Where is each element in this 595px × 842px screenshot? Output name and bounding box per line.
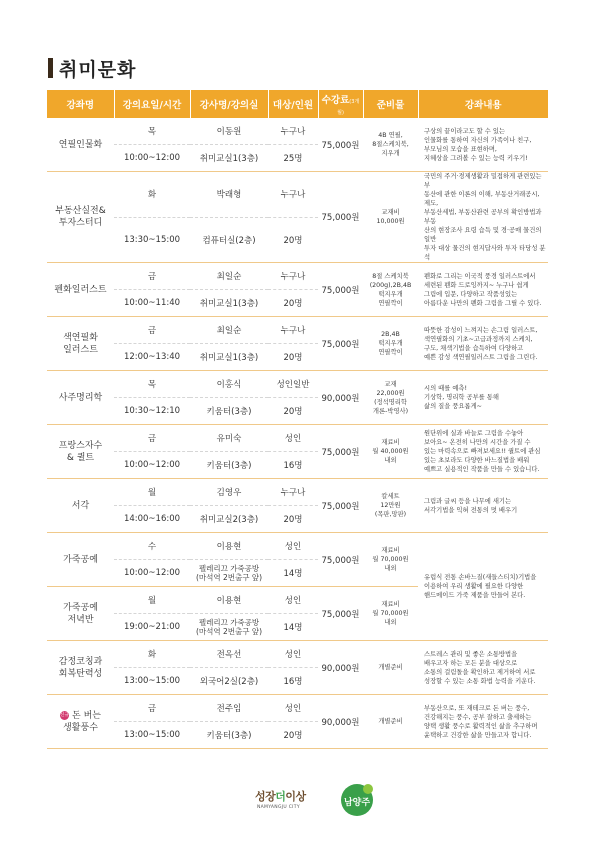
header-schedule: 강의요일/시간 — [114, 90, 190, 118]
course-room: 키움터(3층) — [190, 398, 268, 425]
course-capacity: 14명 — [268, 560, 318, 587]
course-fee: 75,000원 — [318, 425, 363, 479]
course-day: 금 — [114, 425, 190, 452]
course-name — [47, 317, 114, 371]
section-title-text: 취미문화 — [59, 58, 137, 81]
course-name-line: 생활풍수 — [63, 722, 98, 733]
course-room: 컴퓨터실(2층) — [190, 217, 268, 263]
supplies-line: 내외 — [384, 619, 397, 626]
course-name-line — [47, 710, 114, 722]
content-line: 동산에 관한 이론의 이해, 부동산거래공시, 제도, — [424, 191, 540, 207]
room-line: (마석역 2번출구 앞) — [195, 573, 263, 582]
course-fee: 75,000원 — [318, 587, 363, 641]
content-line: 기상학, 명리학 공부를 통해 — [424, 394, 499, 401]
content-line: 아름다운 나만의 펜화 그림을 그릴 수 있다. — [424, 299, 542, 307]
content-line: 원단위에 실과 바늘로 그림을 수놓아 — [424, 430, 524, 437]
content-line: 산의 현장조사 요령 습득 및 경·공매 물건의 일반 — [424, 227, 542, 243]
content-line: 삶의 질을 풍요롭게~ — [424, 403, 482, 410]
course-fee: 90,000원 — [318, 641, 363, 695]
room-line: 펠레리끄 가죽공방 — [198, 618, 260, 627]
supplies-line: (정석명리학 — [374, 398, 407, 406]
course-day: 목 — [114, 371, 190, 398]
course-target: 누구나 — [268, 172, 318, 218]
course-name-line: & 퀼트 — [66, 452, 95, 463]
content-line: 스트레스 관리 및 좋은 소통방법을 — [424, 650, 518, 658]
content-line: 있는 마력속으로 빠져보세요!! 퀼트에 관심 — [424, 448, 541, 455]
course-supplies — [363, 317, 418, 371]
course-day: 금 — [114, 263, 190, 290]
course-name-line: 가죽공예 — [63, 554, 98, 565]
course-target: 성인일반 — [268, 371, 318, 398]
course-content — [418, 371, 548, 425]
course-teacher: 이용현 — [190, 533, 268, 560]
course-name-line: 사주명리학 — [58, 392, 103, 403]
table-row — [47, 479, 548, 506]
course-name — [47, 172, 114, 263]
course-teacher: 유미숙 — [190, 425, 268, 452]
supplies-line: 교재비 — [381, 209, 400, 216]
namyangju-logo-icon — [339, 782, 375, 818]
course-capacity: 20명 — [268, 506, 318, 533]
course-supplies — [363, 695, 418, 749]
course-name-line: 가죽공예 — [63, 602, 98, 613]
course-supplies — [363, 641, 418, 695]
course-supplies — [363, 118, 418, 172]
content-line: 있는 초보라도 다양한 바느질법을 배워 — [424, 457, 530, 464]
supplies-line: 2B,4B — [381, 331, 400, 338]
course-teacher: 최일순 — [190, 317, 268, 344]
supplies-line: (목판,망판) — [374, 511, 407, 518]
course-name-line: 서각 — [71, 500, 90, 511]
supplies-line: 월 70,000원 — [372, 556, 409, 563]
supplies-line: 떡지우개 — [378, 340, 403, 347]
course-supplies — [363, 479, 418, 533]
course-fee: 75,000원 — [318, 533, 363, 587]
content-line: 구상의 끝이라고도 할 수 있는 — [424, 127, 505, 135]
course-capacity: 20명 — [268, 290, 318, 317]
course-name — [47, 118, 114, 172]
course-name-line: 감정코칭과 — [58, 656, 103, 667]
logo-subtitle: NAMYANGJU CITY — [257, 805, 300, 810]
course-name-line: 일러스트 — [63, 344, 98, 355]
course-target: 성인 — [268, 587, 318, 614]
course-capacity: 14명 — [268, 614, 318, 641]
supplies-line: 월 40,000원 — [372, 448, 409, 455]
header-instructor-room: 강사명/강의실 — [190, 90, 268, 118]
course-capacity: 20명 — [268, 722, 318, 749]
course-target: 누구나 — [280, 127, 306, 137]
course-name — [47, 479, 114, 533]
content-line: 펜화로 그리는 이국적 풍경 일러스트에서 — [424, 272, 536, 280]
content-line: 그림과 글씨 등을 나무에 새기는 — [424, 497, 512, 505]
supplies-line: 8절스케치북, — [372, 141, 409, 148]
course-fee: 75,000원 — [318, 118, 363, 172]
course-target: 성인 — [268, 533, 318, 560]
course-day: 목 — [147, 127, 157, 137]
course-capacity: 16명 — [268, 452, 318, 479]
content-line: 인물화를 통하여 자신의 가족이나 친구, — [424, 136, 532, 144]
content-line: 유럽식 전통 손바느질(새들스티치)기법을 — [424, 574, 537, 581]
content-line: 서각기법을 익혀 전통의 멋 배우기 — [424, 506, 518, 514]
course-content — [418, 118, 548, 172]
new-badge: 신규 — [60, 712, 69, 718]
course-name-line: 돈 버는 — [72, 710, 101, 721]
logo-text-mid: 더 — [275, 790, 286, 803]
course-target: 누구나 — [268, 479, 318, 506]
course-time: 13:00~15:00 — [114, 668, 190, 695]
content-line: 양택 생활 풍수로 활력적인 삶을 추구하며 — [424, 722, 538, 730]
course-name-line: 저녁반 — [67, 614, 94, 625]
supplies-line: 지우개 — [381, 150, 400, 157]
supplies-line: 재료비 — [381, 547, 400, 554]
content-line: 투자 대상 물건의 현지답사와 투자 타당성 분석 — [424, 245, 546, 261]
course-room: 취미교실2(3층) — [190, 506, 268, 533]
course-content — [418, 479, 548, 533]
course-capacity: 20명 — [268, 217, 318, 263]
section-title — [48, 55, 136, 81]
header-target: 대상/인원 — [268, 90, 318, 118]
content-line: 그림에 입문, 다양하고 작품성있는 — [424, 290, 518, 298]
content-line: 부모님의 모습을 표현하며, — [424, 145, 497, 153]
course-fee: 75,000원 — [318, 479, 363, 533]
course-room: 키움터(3층) — [190, 452, 268, 479]
content-line: 배우고자 하는 모든 분을 대상으로 — [424, 659, 518, 667]
supplies-line: 교재 — [384, 380, 397, 388]
course-name — [47, 371, 114, 425]
content-line: 지혜상을 그려볼 수 있는 능력 키우기! — [424, 154, 528, 162]
table-row — [47, 118, 548, 145]
content-line: 윤택하고 건강한 삶을 만들고자 합니다. — [424, 731, 532, 739]
supplies-line: 떡지우개 — [378, 290, 403, 298]
course-capacity: 20명 — [268, 398, 318, 425]
supplies-line: 12만원 — [380, 502, 401, 509]
course-teacher: 김영우 — [190, 479, 268, 506]
supplies-line: 연필깍이 — [378, 299, 403, 307]
table-row — [47, 371, 548, 398]
supplies-line: 재료비 — [381, 601, 400, 608]
logo-mark-text: 남양주 — [343, 798, 371, 808]
content-line: 시의 때를 예측! — [424, 385, 468, 392]
course-supplies — [363, 172, 418, 263]
content-line: 부동산세법, 부동산관련 공부의 확인방법과 부동 — [424, 209, 542, 225]
supplies-line: 개론-박영사) — [372, 407, 409, 415]
course-capacity: 25명 — [268, 145, 318, 172]
header-fee-note: (3개월) — [337, 98, 360, 116]
course-teacher: 전주임 — [190, 695, 268, 722]
course-time: 12:00~13:40 — [114, 344, 190, 371]
content-line: 예쁜 감성 색연필일러스트 그림을 그린다. — [424, 353, 538, 361]
supplies-line: 칼세트 — [381, 493, 400, 500]
course-day: 금 — [114, 695, 190, 722]
content-line: 구도, 채색기법을 습득하여 다양하고 — [424, 344, 524, 352]
course-content — [418, 263, 548, 317]
course-fee: 75,000원 — [318, 172, 363, 263]
course-time: 10:00~12:00 — [114, 560, 190, 587]
course-target: 성인 — [268, 641, 318, 668]
course-time: 10:00~12:00 — [114, 452, 190, 479]
course-teacher: 전옥선 — [190, 641, 268, 668]
supplies-line: 10,000원 — [376, 218, 405, 225]
course-name — [47, 533, 114, 587]
course-supplies — [363, 587, 418, 641]
supplies-line: 개별준비 — [378, 718, 403, 725]
course-teacher: 최일순 — [190, 263, 268, 290]
course-fee: 75,000원 — [318, 317, 363, 371]
course-supplies — [363, 263, 418, 317]
course-day: 금 — [114, 317, 190, 344]
header-supplies: 준비물 — [363, 90, 418, 118]
supplies-line: 4B 연필, — [378, 132, 403, 139]
course-name-line: 부동산실전& — [55, 206, 106, 216]
course-room: 외국어2실(2층) — [190, 668, 268, 695]
course-name — [47, 425, 114, 479]
content-line: 국민의 주거·경제생활과 밀접하게 관련있는 부 — [424, 173, 542, 189]
content-line: 건강해지는 풍수, 공부 잘하고 출세하는 — [424, 713, 532, 721]
table-row — [47, 533, 548, 560]
course-room: 취미교실1(3층) — [190, 290, 268, 317]
course-fee: 75,000원 — [318, 263, 363, 317]
title-bar — [48, 58, 53, 78]
course-name-line: 색연필화 — [63, 332, 98, 343]
course-content — [418, 695, 548, 749]
course-capacity: 16명 — [268, 668, 318, 695]
course-day: 화 — [114, 641, 190, 668]
course-content — [418, 533, 548, 641]
course-content — [418, 317, 548, 371]
course-time: 10:00~11:40 — [114, 290, 190, 317]
content-line: 예쁘고 실용적인 작품을 만들 수 있습니다. — [424, 466, 540, 473]
course-supplies — [363, 371, 418, 425]
room-line: 펠레리끄 가죽공방 — [198, 564, 260, 573]
course-day: 수 — [114, 533, 190, 560]
city-logo — [255, 778, 375, 826]
content-line: 세련된 펜화 드로잉까지~ 누구나 쉽게 — [424, 281, 529, 289]
course-teacher: 이홍식 — [190, 371, 268, 398]
course-room: 취미교실1(3층) — [190, 344, 268, 371]
content-line: 부동산으로, 또 재테크로 돈 버는 풍수, — [424, 704, 530, 712]
header-content: 강좌내용 — [418, 90, 548, 118]
course-name — [47, 695, 114, 749]
course-table — [47, 90, 548, 749]
supplies-line: (200g),2B,4B — [369, 281, 412, 289]
course-supplies — [363, 533, 418, 587]
course-time: 13:00~15:00 — [114, 722, 190, 749]
course-content — [418, 425, 548, 479]
course-content — [418, 172, 548, 263]
course-name — [47, 587, 114, 641]
course-time: 10:00~12:00 — [114, 145, 190, 172]
course-time: 19:00~21:00 — [114, 614, 190, 641]
course-target: 성인 — [268, 695, 318, 722]
content-line: 핸드메이드 가죽 제품을 만들어 본다. — [424, 592, 526, 599]
supplies-line: 개별준비 — [378, 664, 403, 671]
header-course: 강좌명 — [47, 90, 114, 118]
content-line: 이용하여 우리 생활에 필요한 다양한 — [424, 583, 524, 590]
content-line: 색연필화의 기초~고급과정까지 스케치, — [424, 335, 533, 343]
content-line: 소통의 걸림돌을 확인하고 제거하여 서로 — [424, 668, 536, 676]
supplies-line: 재료비 — [381, 439, 400, 446]
course-target: 성인 — [268, 425, 318, 452]
header-fee — [318, 90, 363, 118]
header-fee-label: 수강료 — [321, 94, 350, 106]
supplies-line: 22,000원 — [376, 389, 405, 397]
course-room — [190, 614, 268, 641]
course-room: 키움터(3층) — [190, 722, 268, 749]
course-name-line: 연필인물화 — [58, 139, 103, 150]
logo-text-left: 성장 — [255, 790, 276, 803]
course-name — [47, 263, 114, 317]
supplies-line: 월 70,000원 — [372, 610, 409, 617]
supplies-line: 내외 — [384, 457, 397, 464]
supplies-line: 8절 스케치북 — [372, 272, 409, 280]
room-line: (마석역 2번출구 앞) — [195, 627, 263, 636]
course-supplies — [363, 425, 418, 479]
course-room: 취미교실1(3층) — [190, 145, 268, 172]
course-target: 누구나 — [268, 317, 318, 344]
course-teacher: 이동원 — [216, 127, 242, 137]
table-row — [47, 172, 548, 218]
course-capacity: 20명 — [268, 344, 318, 371]
course-day: 화 — [114, 172, 190, 218]
content-line: 따뜻한 감성이 느껴지는 손그림 일러스트, — [424, 326, 538, 334]
course-content — [418, 641, 548, 695]
table-row — [47, 695, 548, 722]
supplies-line: 내외 — [384, 565, 397, 572]
table-row — [47, 641, 548, 668]
course-name-line: 프랑스자수 — [58, 440, 103, 451]
course-time: 10:30~12:10 — [114, 398, 190, 425]
course-time: 13:30~15:00 — [114, 217, 190, 263]
course-target: 누구나 — [268, 263, 318, 290]
logo-slogan — [255, 788, 306, 804]
table-row — [47, 317, 548, 344]
content-line: 성장할 수 있는 소통 화법 능력을 키운다. — [424, 677, 536, 685]
course-name — [47, 641, 114, 695]
table-header-row — [47, 90, 548, 118]
course-time: 14:00~16:00 — [114, 506, 190, 533]
course-fee: 90,000원 — [318, 371, 363, 425]
course-teacher: 이용현 — [190, 587, 268, 614]
content-line: 보아요~ 온전히 나만의 시간을 가질 수 — [424, 439, 531, 446]
course-day: 월 — [114, 587, 190, 614]
course-fee: 90,000원 — [318, 695, 363, 749]
table-row — [47, 425, 548, 452]
table-row — [47, 263, 548, 290]
course-room — [190, 560, 268, 587]
course-teacher: 박래형 — [190, 172, 268, 218]
course-name-line: 펜화일러스트 — [54, 284, 107, 295]
course-name-line: 회복탄력성 — [58, 668, 103, 679]
course-name-line: 투자스터디 — [58, 218, 103, 228]
logo-text-right: 이상 — [285, 790, 306, 803]
supplies-line: 연필깍이 — [378, 349, 403, 356]
course-day: 월 — [114, 479, 190, 506]
